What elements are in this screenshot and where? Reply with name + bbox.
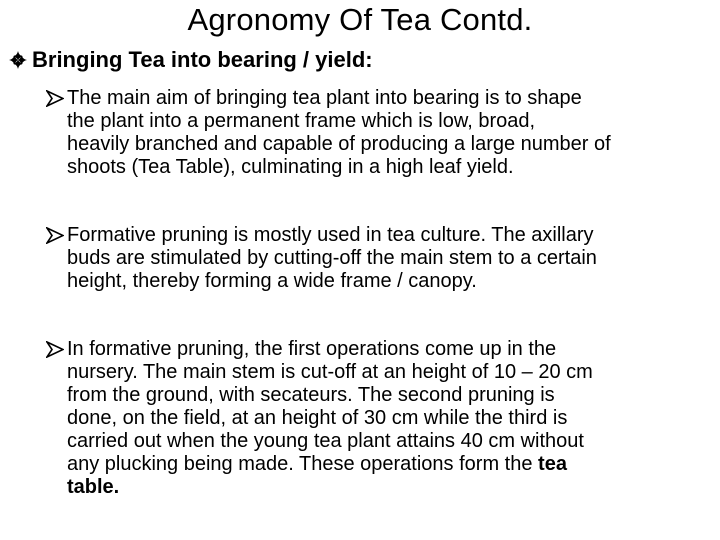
bullet-text	[46, 338, 720, 499]
bullet-item	[46, 338, 720, 499]
bullet-bold-term: table.	[67, 476, 120, 498]
arrow-bullet-icon	[46, 90, 64, 107]
section-heading-text: Bringing Tea into bearing / yield:	[32, 47, 373, 72]
bullet-line-text: any plucking being made. These operations form the	[67, 453, 539, 475]
bullet-line: the plant into a permanent frame which is low, broad,	[67, 110, 536, 132]
arrow-bullet-icon	[46, 341, 64, 358]
bullet-line: heavily branched and capable of producing a large number of	[67, 133, 611, 155]
bullet-line: nursery. The main stem is cut-off at an height of 10 – 20 cm	[67, 361, 593, 383]
bullet-line: buds are stimulated by cutting-off the main stem to a certain	[67, 247, 597, 269]
bullet-line: Formative pruning is mostly used in tea culture. The axillary	[67, 224, 594, 246]
section-heading	[8, 46, 373, 74]
bullet-item	[46, 87, 720, 179]
bullet-line: height, thereby forming a wide frame / canopy.	[67, 270, 477, 292]
bullet-line: In formative pruning, the first operations come up in the	[67, 338, 557, 360]
bullet-line: carried out when the young tea plant attains 40 cm without	[67, 430, 584, 452]
bullet-line: The main aim of bringing tea plant into bearing is to shape	[67, 87, 582, 109]
arrow-bullet-icon	[46, 227, 64, 244]
bullet-bold-term: tea	[538, 453, 567, 475]
bullet-line: from the ground, with secateurs. The second pruning is	[67, 384, 555, 406]
bullet-item	[46, 224, 720, 293]
bullet-text	[46, 87, 720, 179]
bullet-line	[67, 453, 720, 476]
bullet-text	[46, 224, 720, 293]
diamond-bullet-icon	[8, 50, 28, 70]
bullet-line: done, on the field, at an height of 30 cm while the third is	[67, 407, 568, 429]
bullet-line: shoots (Tea Table), culminating in a high leaf yield.	[67, 156, 514, 178]
slide-title: Agronomy Of Tea Contd.	[187, 2, 533, 37]
